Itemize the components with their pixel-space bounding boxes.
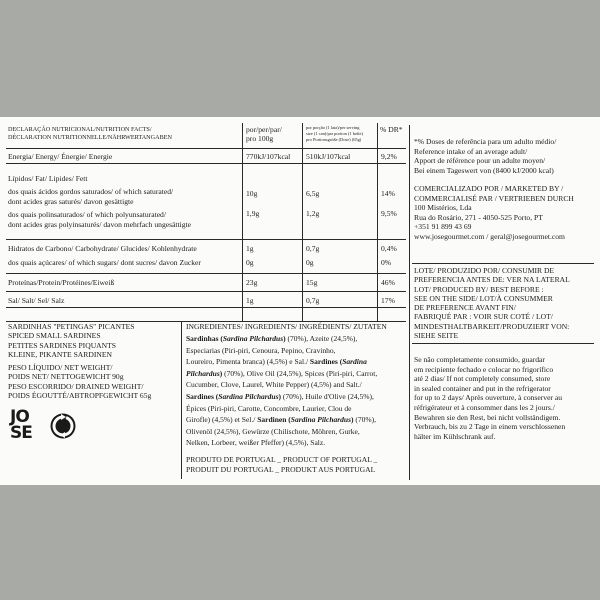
row-protein-dr: 46% bbox=[381, 278, 395, 287]
marketed-by: COMERCIALIZADO POR / MARKETED BY / COMMERCIALISÉ PAR / VERTRIEBEN DURCH 100 Mistérios, Lda Rua do Rosário, 271 - 4050-525 Porto, PT +351 91 899 43 69 www.josegourmet.com / geral@josegourmet.com bbox=[414, 184, 574, 241]
row-carb-dr: 0,4% bbox=[381, 244, 397, 253]
storage-line: Bewahren sie den Rest, bei nicht vollständigem. bbox=[414, 412, 561, 422]
ingredient-line: Cucumber, Clove, Laurel, White Pepper) (4,5%) and Salt./ bbox=[186, 380, 362, 390]
product-name bbox=[8, 322, 134, 360]
product-name-line: SPICED SMALL SARDINES bbox=[8, 331, 101, 341]
ingredient-line: Nelken, Lorbeer, weißer Pfeffer) (4,5%), Salz. bbox=[186, 438, 326, 448]
storage-line: Verbrauch, bis zu 2 Tage in einem verschlossenen bbox=[414, 422, 566, 432]
row-sugar-portion: 0g bbox=[306, 258, 314, 267]
nutrition-title: DECLARAÇÃO NUTRICIONAL/NUTRITION FACTS/ DÉCLARATION NUTRITIONNELLE/NÄHRWERTANGABEN bbox=[8, 126, 172, 141]
row-energy-portion: 510kJ/107kcal bbox=[306, 152, 351, 161]
row-salt-portion: 0,7g bbox=[306, 296, 320, 305]
ingredient-line: Épices (Piri-piri, Carotte, Concombre, Laurier, Clou de bbox=[186, 403, 352, 413]
row-carb-100: 1g bbox=[246, 244, 254, 253]
row-salt-dr: 17% bbox=[381, 296, 395, 305]
row-fat-label: Lípidos/ Fat/ Lipides/ Fett bbox=[8, 174, 88, 183]
weight-line: PESO LÍQUIDO/ NET WEIGHT/ bbox=[8, 363, 113, 372]
product-name-line: PETITES SARDINES PIQUANTS bbox=[8, 340, 117, 350]
storage-line: Se não completamente consumido, guardar bbox=[414, 355, 545, 364]
row-energy-100: 770kJ/107kcal bbox=[246, 152, 291, 161]
lot-line: FABRIQUÉ PAR : VOIR SUR COTÉ / LOT/ bbox=[414, 312, 553, 322]
green-dot-recycling-icon bbox=[50, 413, 76, 439]
lot-line: SEE ON THE SIDE/ LOT/À CONSUMMER bbox=[414, 293, 553, 303]
row-sugar-dr: 0% bbox=[381, 258, 392, 267]
lot-line: SIEHE SEITE bbox=[414, 331, 459, 341]
row-sugar-100: 0g bbox=[246, 258, 254, 267]
weight-line: POIDS ÉGOUTTÉ/ABTROPFGEWICHT 65g bbox=[8, 391, 152, 401]
row-saturated-label: dos quais ácidos gordos saturados/ of which saturated/ dont acides gras saturés/ davon gesättigte bbox=[8, 187, 174, 206]
ingredient-line: Girofle) (4,5%) et Sel./ Sardinen (Sardina Pilchardus) (70%), bbox=[186, 415, 377, 425]
row-polyunsat-portion: 1,2g bbox=[306, 209, 320, 218]
ingredient-line: Sardines (Sardina Pilchardus) (70%), Huile d'Olive (24,5%), bbox=[186, 391, 374, 401]
lot-line: LOT/ PRODUCED BY/ BEST BEFORE : bbox=[414, 284, 544, 294]
lot-info bbox=[414, 266, 570, 340]
product-name-line: KLEINE, PIKANTE SARDINEN bbox=[8, 350, 112, 360]
lot-line: PREFERENCIA ANTES DE: VER NA LATERAL bbox=[414, 275, 570, 285]
ingredients-text bbox=[186, 333, 377, 449]
col-per100: por/per/par/ pro 100g bbox=[246, 125, 282, 143]
product-weights bbox=[8, 363, 151, 401]
row-saturated-dr: 14% bbox=[381, 189, 395, 198]
row-energy-label: Energia/ Energy/ Énergie/ Energie bbox=[8, 152, 113, 161]
jose-logo: JO SE bbox=[10, 407, 32, 443]
storage-info bbox=[414, 355, 565, 441]
row-polyunsat-label: dos quais polinsaturados/ of which polyunsaturated/ dont acides gras polyinsaturés/ davon mehrfach ungesättigte bbox=[8, 210, 192, 229]
row-energy-dr: 9,2% bbox=[381, 152, 397, 161]
product-name-line: SARDINHAS "PETINGAS" PICANTES bbox=[8, 322, 135, 331]
row-saturated-100: 10g bbox=[246, 189, 258, 198]
col-portion: por porção (1 lata)/per serving size (1 can)/par portion (1 boîte) pro Portionsgröße (Dose) (65g) bbox=[306, 125, 363, 142]
product-label bbox=[0, 117, 600, 485]
row-protein-100: 23g bbox=[246, 278, 258, 287]
ingredient-line: Olivenöl (24,5%), Gewürze (Chilischote, Möhren, Gurke, bbox=[186, 426, 360, 436]
row-protein-portion: 15g bbox=[306, 278, 318, 287]
origin: PRODUTO DE PORTUGAL _ PRODUCT OF PORTUGAL _ PRODUIT DU PORTUGAL _ PRODUKT AUS PORTUGAL bbox=[186, 455, 378, 474]
reference-intake: *% Doses de referência para um adulto médio/ Reference intake of an average adult/ Apport de référence pour un adulte moyen/ Bei einem Tageswert von (8400 kJ/2000 kcal) bbox=[414, 137, 557, 175]
storage-line: réfrigérateur et à consommer dans les 2 jours./ bbox=[414, 402, 555, 412]
lot-line: MINDESTHALTBARKEIT/PRODUZIERT VON: bbox=[414, 321, 570, 331]
row-saturated-portion: 6,5g bbox=[306, 189, 320, 198]
ingredient-line: Pilchardus) (70%), Olive Oil (24,5%), Spices (Piri-piri, Carrot, bbox=[186, 368, 378, 378]
row-polyunsat-100: 1,9g bbox=[246, 209, 260, 218]
ingredients-title: INGREDIENTES/ INGREDIENTS/ INGRÉDIENTS/ ZUTATEN bbox=[186, 322, 387, 331]
row-carb-label: Hidratos de Carbono/ Carbohydrate/ Glucides/ Kohlenhydrate bbox=[8, 244, 197, 253]
ingredient-line: Sardinhas (Sardina Pilchardus) (70%), Azeite (24,5%), bbox=[186, 334, 358, 343]
row-carb-portion: 0,7g bbox=[306, 244, 320, 253]
weight-line: POIDS NET/ NETTOGEWICHT 90g bbox=[8, 372, 124, 382]
weight-line: PESO ESCORRIDO/ DRAINED WEIGHT/ bbox=[8, 381, 144, 391]
row-polyunsat-dr: 9,5% bbox=[381, 209, 397, 218]
ingredient-line: Loureiro, Pimenta branca) (4,5%) e Sal./ Sardines (Sardina bbox=[186, 357, 367, 367]
row-salt-100: 1g bbox=[246, 296, 254, 305]
ingredient-line: Especiarias (Piri-piri, Cenoura, Pepino, Cravinho, bbox=[186, 345, 336, 355]
col-dr: % DR* bbox=[380, 125, 403, 134]
storage-line: hälter im Kühlschrank auf. bbox=[414, 431, 496, 441]
lot-line: LOTE/ PRODUZIDO POR/ CONSUMIR DE bbox=[414, 266, 555, 275]
storage-line: em recipiente fechado e colocar no frigorífico bbox=[414, 364, 554, 374]
storage-line: for up to 2 days/ Après ouverture, à conserver au bbox=[414, 393, 563, 403]
row-salt-label: Sal/ Salt/ Sel/ Salz bbox=[8, 296, 65, 305]
storage-line: in sealed container and put in the refrigerator bbox=[414, 383, 551, 393]
lot-line: DE PREFERENCE AVANT FIN/ bbox=[414, 303, 516, 313]
row-sugar-label: dos quais açúcares/ of which sugars/ dont sucres/ davon Zucker bbox=[8, 258, 201, 267]
row-protein-label: Proteínas/Protein/Protéines/Eiweiß bbox=[8, 278, 115, 287]
storage-line: até 2 dias/ If not completely consumed, store bbox=[414, 374, 551, 384]
